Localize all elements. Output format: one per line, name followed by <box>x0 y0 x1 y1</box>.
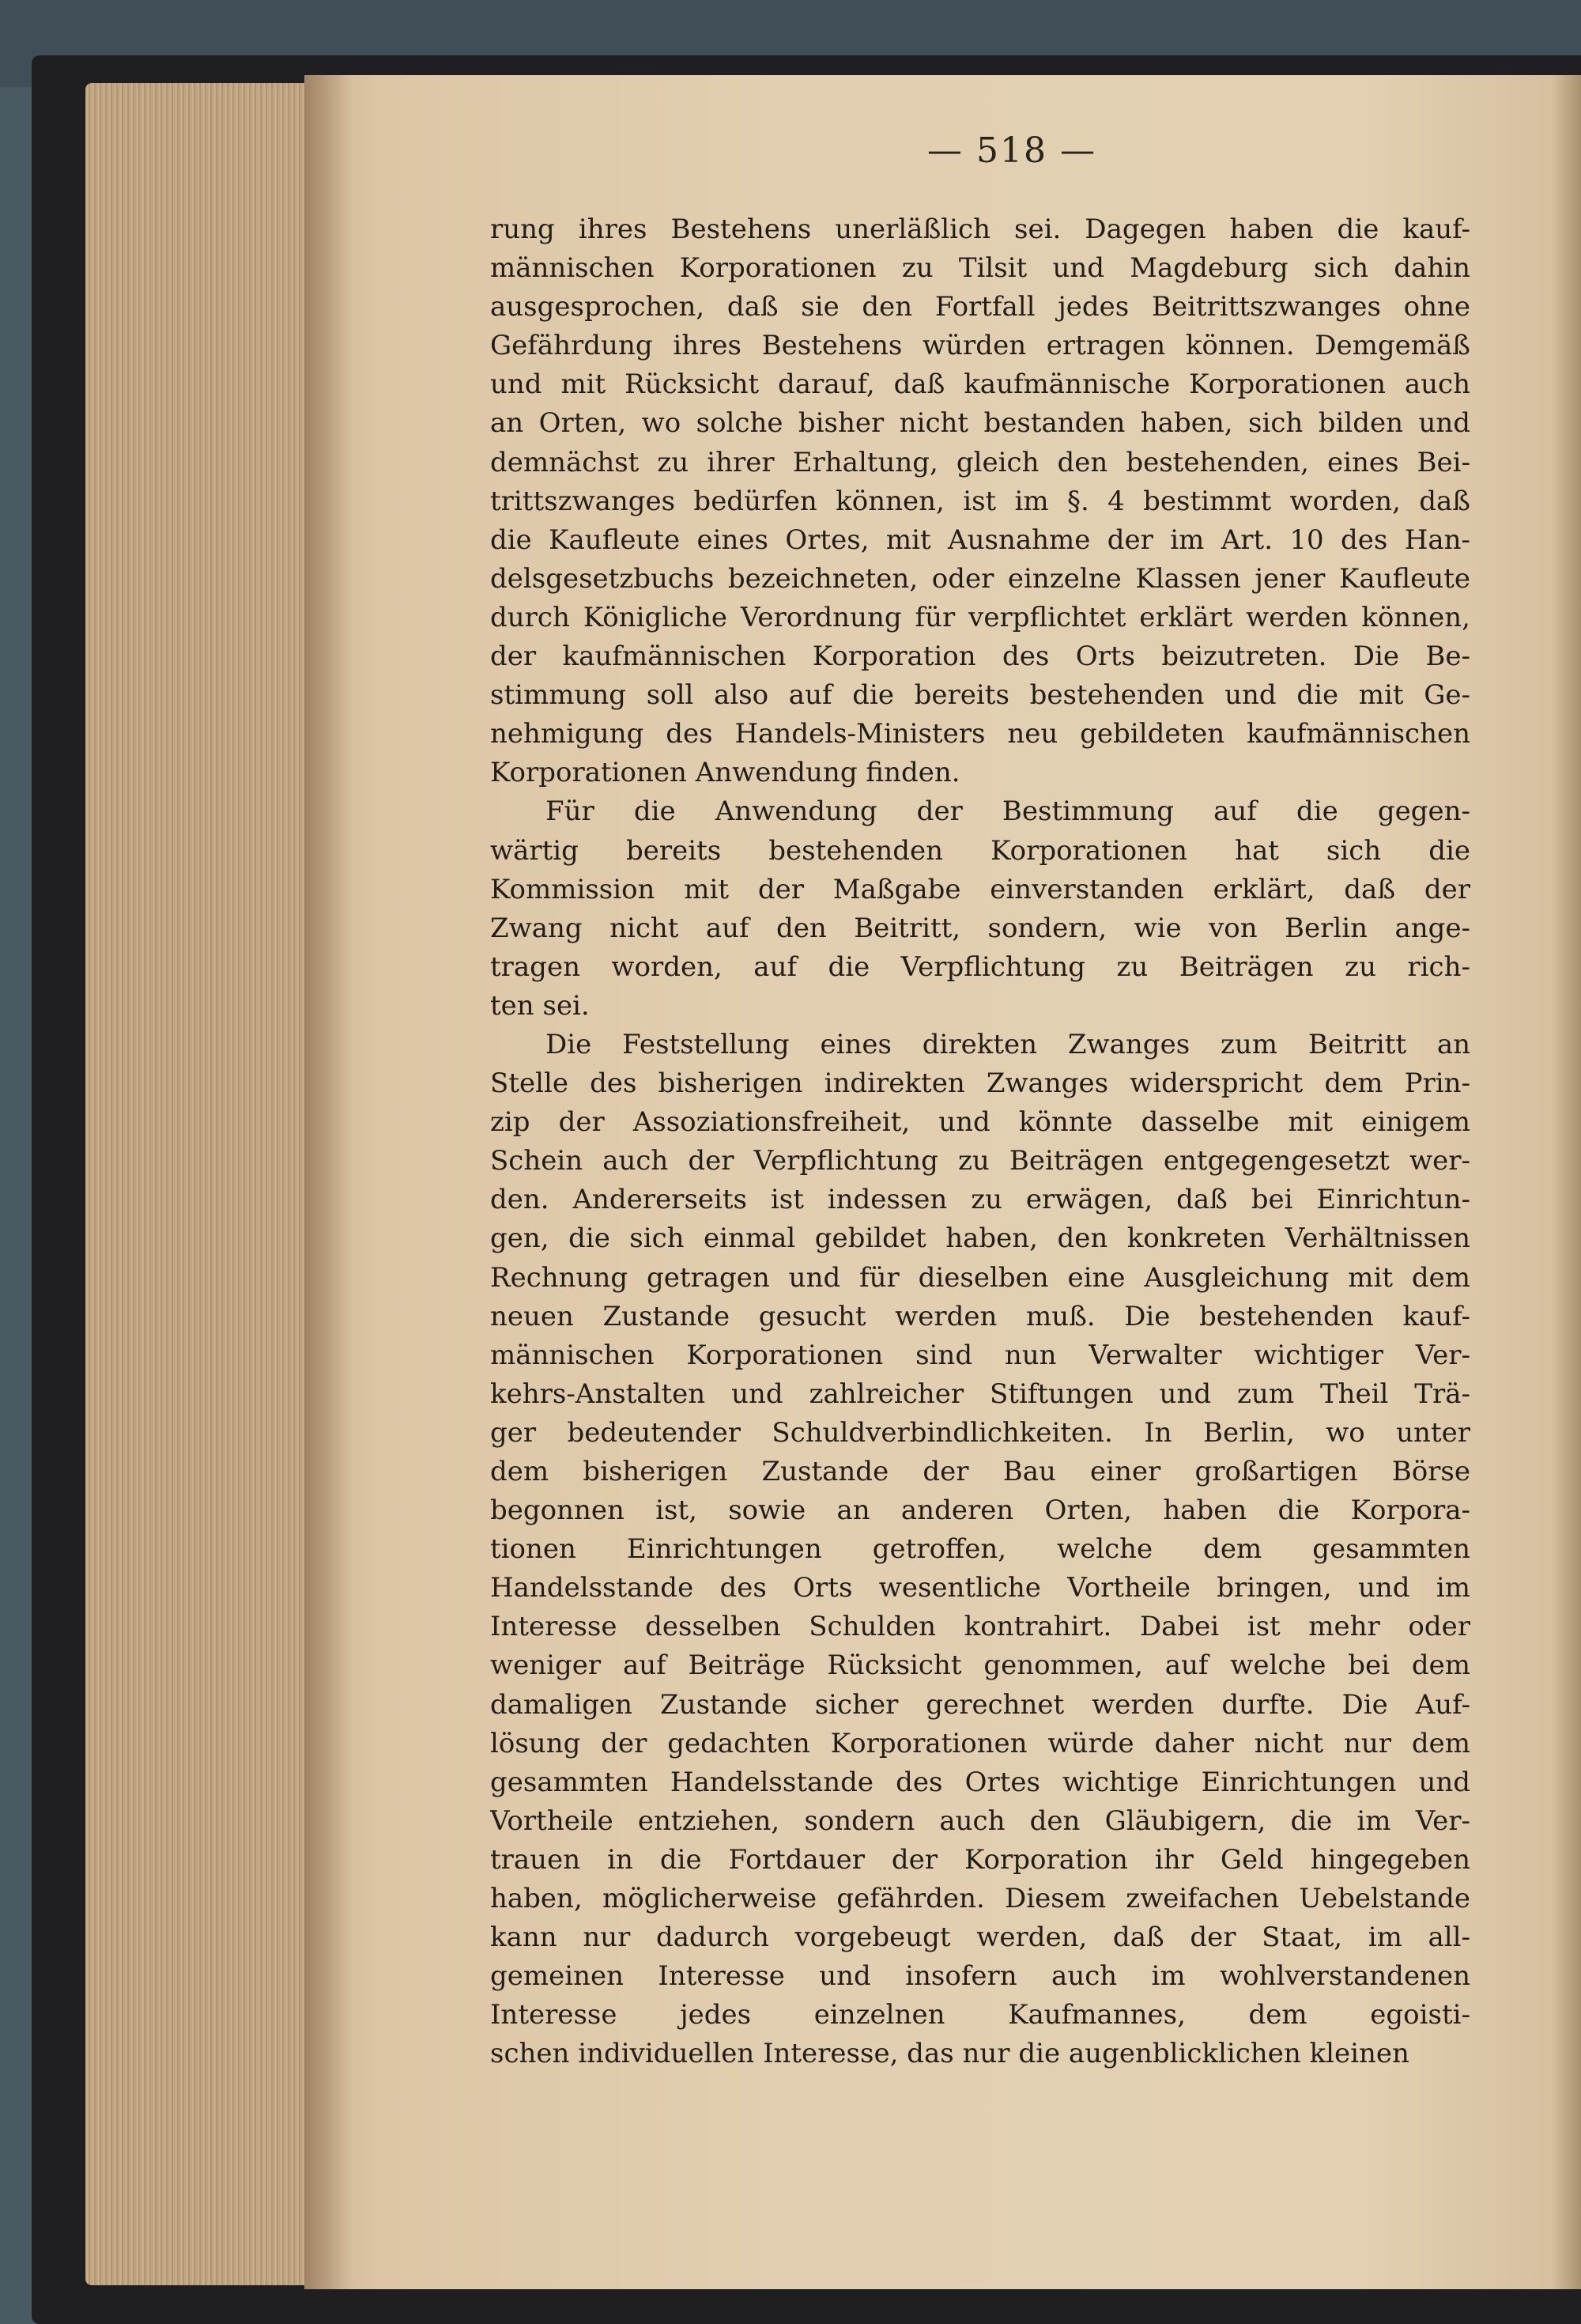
text-line: kann nur dadurch vorgebeugt werden, daß der Staat, im all- <box>490 1922 1470 1954</box>
text-line: haben, möglicherweise gefährden. Diesem zweifachen Uebelstande <box>490 1883 1470 1915</box>
text-line: weniger auf Beiträge Rücksicht genommen, auf welche bei dem <box>490 1649 1470 1682</box>
text-line: kehrs-Anstalten und zahlreicher Stiftungen und zum Theil Trä- <box>490 1377 1470 1410</box>
text-line: ausgesprochen, daß sie den Fortfall jedes Beitrittszwanges ohne <box>490 291 1470 323</box>
text-line: neuen Zustande gesucht werden muß. Die bestehenden kauf- <box>490 1300 1470 1332</box>
text-line: zip der Assoziationsfreiheit, und könnte dasselbe mit einigem <box>490 1106 1470 1139</box>
text-line: den. Andererseits ist indessen zu erwägen, daß bei Einrichtun- <box>490 1184 1470 1216</box>
text-line: Korporationen Anwendung finden. <box>490 757 960 789</box>
text-line: ten sei. <box>490 989 590 1022</box>
text-line: damaligen Zustande sicher gerechnet werden durfte. Die Auf- <box>490 1688 1470 1721</box>
text-line: Handelsstande des Orts wesentliche Vortheile bringen, und im <box>490 1572 1470 1604</box>
text-line: und mit Rücksicht darauf, daß kaufmännische Korporationen auch <box>490 368 1470 401</box>
text-line: Stelle des bisherigen indirekten Zwanges widerspricht dem Prin- <box>490 1068 1470 1100</box>
text-line: trittszwanges bedürfen können, ist im §. 4 bestimmt worden, daß <box>490 485 1470 517</box>
text-line: Interesse desselben Schulden kontrahirt. Dabei ist mehr oder <box>490 1611 1470 1643</box>
text-line: Gefährdung ihres Bestehens würden ertragen können. Demgemäß <box>490 330 1470 362</box>
text-line: gen, die sich einmal gebildet haben, den konkreten Verhältnissen <box>490 1222 1470 1255</box>
text-line: Interesse jedes einzelnen Kaufmannes, dem egoisti- <box>490 1999 1470 2031</box>
text-line: der kaufmännischen Korporation des Orts beizutreten. Die Be- <box>490 641 1470 673</box>
text-line: Die Feststellung eines direkten Zwanges zum Beitritt an <box>545 1028 1470 1060</box>
text-line: nehmigung des Handels-Ministers neu gebildeten kaufmännischen <box>490 718 1470 750</box>
text-line: gesammten Handelsstande des Ortes wichtige Einrichtungen und <box>490 1766 1470 1798</box>
text-line: tragen worden, auf die Verpflichtung zu Beiträgen zu rich- <box>490 950 1470 983</box>
text-line: tionen Einrichtungen getroffen, welche dem gesammten <box>490 1533 1470 1566</box>
text-line: schen individuellen Interesse, das nur die augenblicklichen kleinen <box>490 2038 1409 2070</box>
text-line: Vortheile entziehen, sondern auch den Gläubigern, die im Ver- <box>490 1804 1470 1837</box>
text-line: demnächst zu ihrer Erhaltung, gleich den bestehenden, eines Bei- <box>490 446 1470 478</box>
page-number: — 518 — <box>927 130 1096 171</box>
body-text <box>490 210 1470 2074</box>
text-line: dem bisherigen Zustande der Bau einer großartigen Börse <box>490 1456 1470 1487</box>
page-edges <box>85 83 315 2285</box>
text-line: Zwang nicht auf den Beitritt, sondern, wie von Berlin ange- <box>490 912 1470 944</box>
text-line: ger bedeutender Schuldverbindlichkeiten. In Berlin, wo unter <box>490 1416 1470 1449</box>
text-line: Für die Anwendung der Bestimmung auf die gegen- <box>545 795 1470 828</box>
text-line: rung ihres Bestehens unerläßlich sei. Dagegen haben die kauf- <box>490 214 1470 245</box>
text-line: durch Königliche Verordnung für verpflichtet erklärt werden können, <box>490 601 1470 633</box>
text-line: an Orten, wo solche bisher nicht bestanden haben, sich bilden und <box>490 407 1470 440</box>
text-line: männischen Korporationen zu Tilsit und Magdeburg sich dahin <box>490 252 1470 285</box>
text-line: die Kaufleute eines Ortes, mit Ausnahme der im Art. 10 des Han- <box>490 523 1470 556</box>
gutter-shadow <box>304 75 352 2289</box>
text-line: lösung der gedachten Korporationen würde daher nicht nur dem <box>490 1727 1470 1759</box>
text-line: Schein auch der Verpflichtung zu Beiträgen entgegengesetzt wer- <box>490 1145 1470 1177</box>
text-line: delsgesetzbuchs bezeichneten, oder einzelne Klassen jener Kaufleute <box>490 562 1470 595</box>
text-line: männischen Korporationen sind nun Verwalter wichtiger Ver- <box>490 1339 1470 1371</box>
text-line: gemeinen Interesse und insofern auch im wohlverstandenen <box>490 1960 1470 1993</box>
text-line: trauen in die Fortdauer der Korporation ihr Geld hingegeben <box>490 1843 1470 1876</box>
text-line: Rechnung getragen und für dieselben eine Ausgleichung mit dem <box>490 1261 1470 1294</box>
text-line: wärtig bereits bestehenden Korporationen hat sich die <box>490 834 1470 867</box>
text-line: Kommission mit der Maßgabe einverstanden erklärt, daß der <box>490 873 1470 905</box>
text-line: begonnen ist, sowie an anderen Orten, haben die Korpora- <box>490 1495 1470 1527</box>
page-right-edge <box>1549 75 1581 2289</box>
text-line: stimmung soll also auf die bereits bestehenden und die mit Ge- <box>490 679 1470 712</box>
